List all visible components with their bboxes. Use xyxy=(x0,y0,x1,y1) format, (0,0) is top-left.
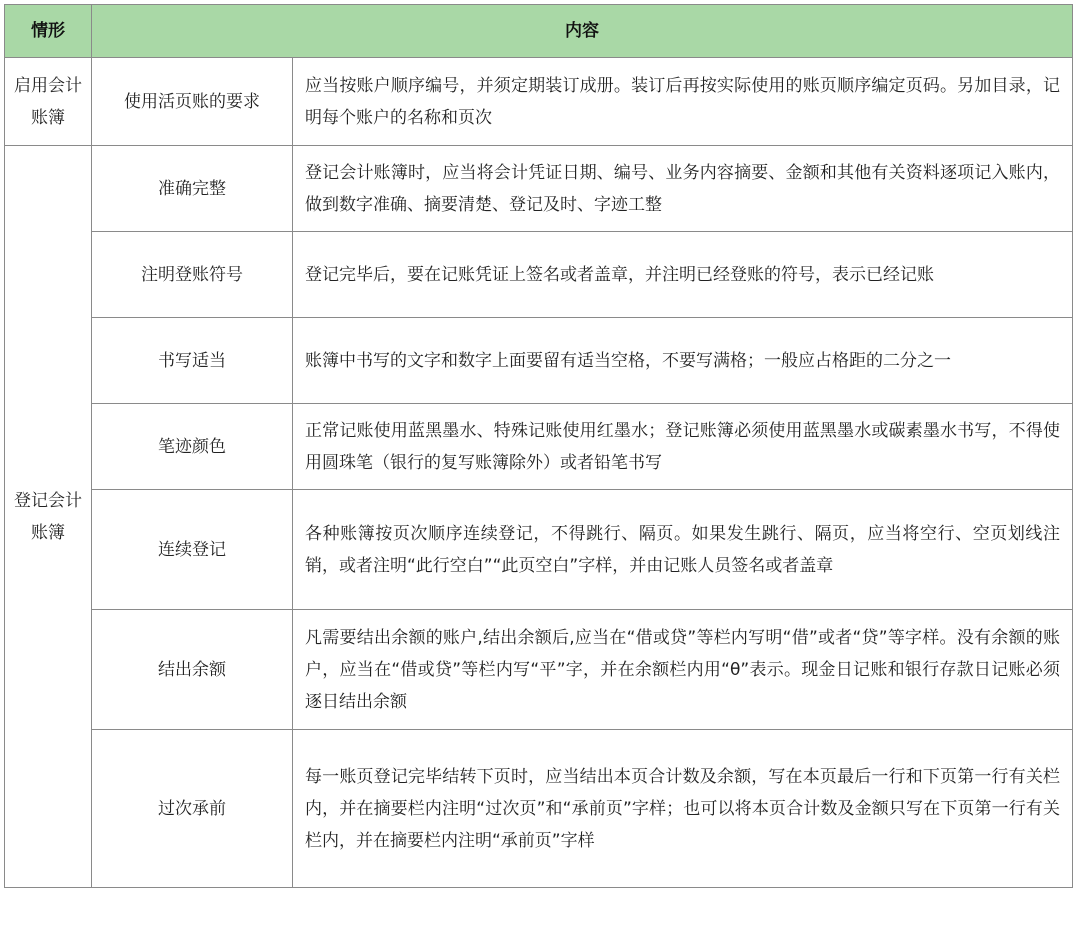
table-row xyxy=(5,610,1073,730)
table-row xyxy=(5,146,1073,232)
table-row xyxy=(5,318,1073,404)
topic-cell: 准确完整 xyxy=(92,146,293,232)
topic-cell: 过次承前 xyxy=(92,730,293,888)
content-cell: 登记完毕后，要在记账凭证上签名或者盖章，并注明已经登账的符号，表示已经记账 xyxy=(293,232,1073,318)
header-content: 内容 xyxy=(92,5,1073,58)
content-cell: 凡需要结出余额的账户,结出余额后,应当在“借或贷”等栏内写明“借”或者“贷”等字样。没有余额的账户，应当在“借或贷”等栏内写“平”字，并在余额栏内用“θ”表示。现金日记账和银行存款日记账必须逐日结出余额 xyxy=(293,610,1073,730)
category-cell: 登记会计账簿 xyxy=(5,146,92,888)
header-row xyxy=(5,5,1073,58)
topic-cell: 注明登账符号 xyxy=(92,232,293,318)
content-cell: 各种账簿按页次顺序连续登记，不得跳行、隔页。如果发生跳行、隔页，应当将空行、空页划线注销，或者注明“此行空白”“此页空白”字样，并由记账人员签名或者盖章 xyxy=(293,490,1073,610)
rules-table xyxy=(4,4,1073,888)
table-row xyxy=(5,232,1073,318)
topic-cell: 书写适当 xyxy=(92,318,293,404)
content-cell: 每一账页登记完毕结转下页时，应当结出本页合计数及余额，写在本页最后一行和下页第一行有关栏内，并在摘要栏内注明“过次页”和“承前页”字样；也可以将本页合计数及金额只写在下页第一行有关栏内，并在摘要栏内注明“承前页”字样 xyxy=(293,730,1073,888)
topic-cell: 连续登记 xyxy=(92,490,293,610)
content-cell: 登记会计账簿时，应当将会计凭证日期、编号、业务内容摘要、金额和其他有关资料逐项记入账内，做到数字准确、摘要清楚、登记及时、字迹工整 xyxy=(293,146,1073,232)
table-row xyxy=(5,490,1073,610)
header-situation: 情形 xyxy=(5,5,92,58)
content-cell: 账簿中书写的文字和数字上面要留有适当空格，不要写满格；一般应占格距的二分之一 xyxy=(293,318,1073,404)
topic-cell: 笔迹颜色 xyxy=(92,404,293,490)
topic-cell: 结出余额 xyxy=(92,610,293,730)
content-cell: 正常记账使用蓝黑墨水、特殊记账使用红墨水；登记账簿必须使用蓝黑墨水或碳素墨水书写，不得使用圆珠笔（银行的复写账簿除外）或者铅笔书写 xyxy=(293,404,1073,490)
table-row xyxy=(5,58,1073,146)
category-cell: 启用会计账簿 xyxy=(5,58,92,146)
table-row xyxy=(5,730,1073,888)
content-cell: 应当按账户顺序编号，并须定期装订成册。装订后再按实际使用的账页顺序编定页码。另加目录，记明每个账户的名称和页次 xyxy=(293,58,1073,146)
table-row xyxy=(5,404,1073,490)
topic-cell: 使用活页账的要求 xyxy=(92,58,293,146)
